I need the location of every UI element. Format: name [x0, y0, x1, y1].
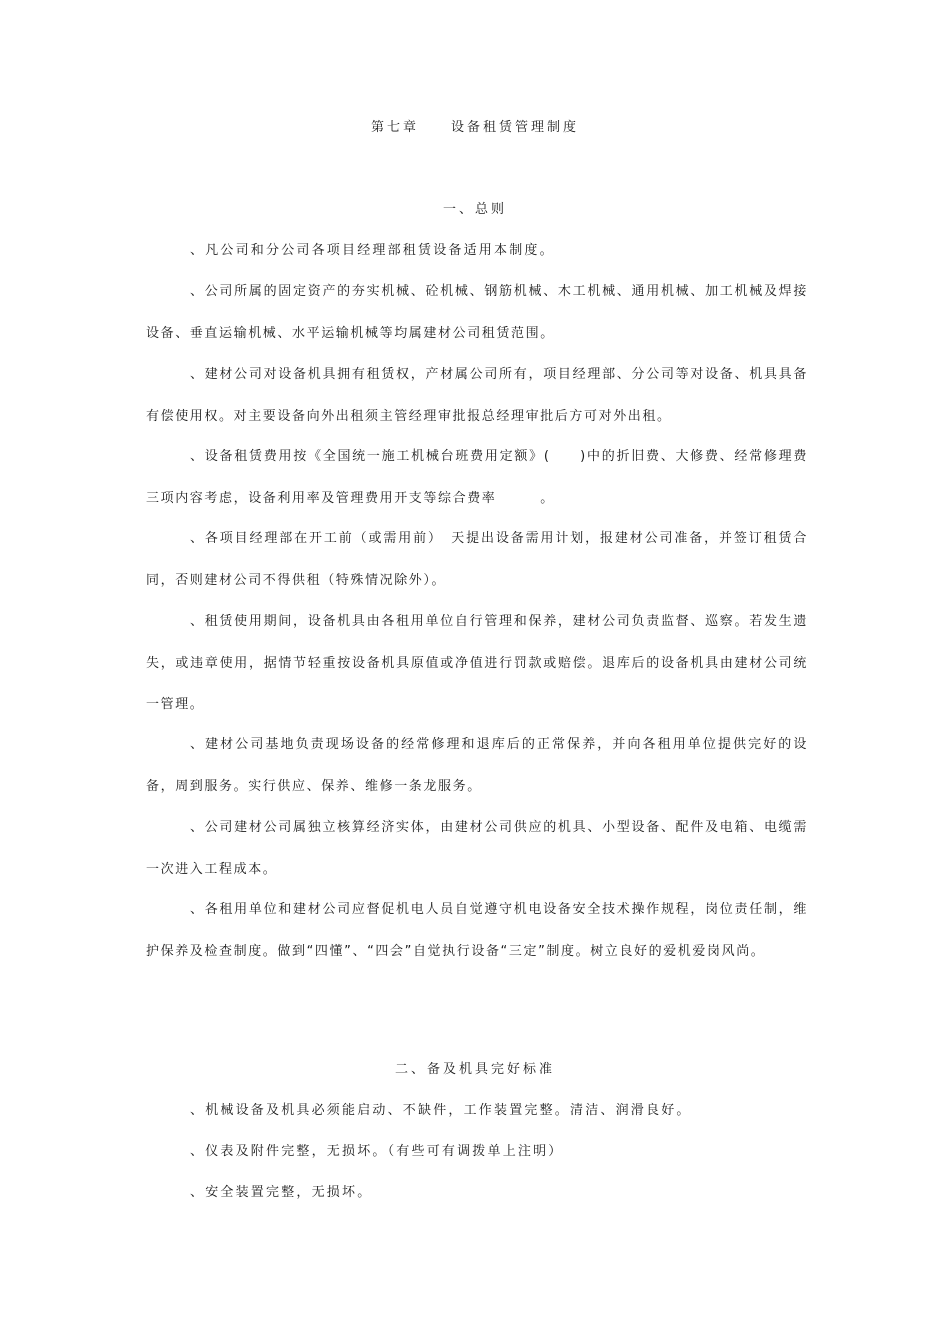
paragraph: 、公司所属的固定资产的夯实机械、砼机械、钢筋机械、木工机械、通用机械、加工机械及焊接设备、垂直运输机械、水平运输机械等均属建材公司租赁范围。: [146, 284, 808, 341]
paragraph: 、各租用单位和建材公司应督促机电人员自觉遵守机电设备安全技术操作规程，岗位责任制，维护保养及检查制度。做到“四懂”、“四会”自觉执行设备“三定”制度。树立良好的爱机爱岗风尚。: [146, 902, 808, 959]
paragraph: 、租赁使用期间，设备机具由各租用单位自行管理和保养，建材公司负责监督、巡察。若发生遗失，或违章使用，据情节轻重按设备机具原值或净值进行罚款或赔偿。退库后的设备机具由建材公司统一管理。: [146, 614, 808, 712]
paragraph: 、机械设备及机具必须能启动、不缺件，工作装置完整。清洁、润滑良好。: [190, 1103, 692, 1118]
paragraph: 、凡公司和分公司各项目经理部租赁设备适用本制度。: [190, 243, 555, 258]
paragraph: 、安全装置完整，无损坏。: [190, 1185, 373, 1200]
paragraph: 、设备租赁费用按《全国统一施工机械台班费用定额》( )中的折旧费、大修费、经常修理费三项内容考虑，设备利用率及管理费用开支等综合费率 。: [146, 449, 808, 506]
section-heading-standards: 二、备及机具完好标准: [394, 1062, 555, 1077]
paragraph: 、各项目经理部在开工前（或需用前） 天提出设备需用计划，报建材公司准备，并签订租赁合同，否则建材公司不得供租（特殊情况除外）。: [146, 531, 808, 588]
paragraph: 、建材公司对设备机具拥有租赁权，产材属公司所有，项目经理部、分公司等对设备、机具具备有偿使用权。对主要设备向外出租须主管经理审批报总经理审批后方可对外出租。: [146, 367, 808, 424]
chapter-title: 第七章 设备租赁管理制度: [370, 120, 579, 135]
paragraph: 、公司建材公司属独立核算经济实体，由建材公司供应的机具、小型设备、配件及电箱、电缆需一次进入工程成本。: [146, 820, 808, 877]
section-heading-general: 一、总则: [442, 202, 507, 217]
paragraph: 、建材公司基地负责现场设备的经常修理和退库后的正常保养，并向各租用单位提供完好的设备，周到服务。实行供应、保养、维修一条龙服务。: [146, 737, 808, 794]
paragraph: 、仪表及附件完整，无损坏。（有些可有调拨单上注明）: [190, 1144, 564, 1159]
